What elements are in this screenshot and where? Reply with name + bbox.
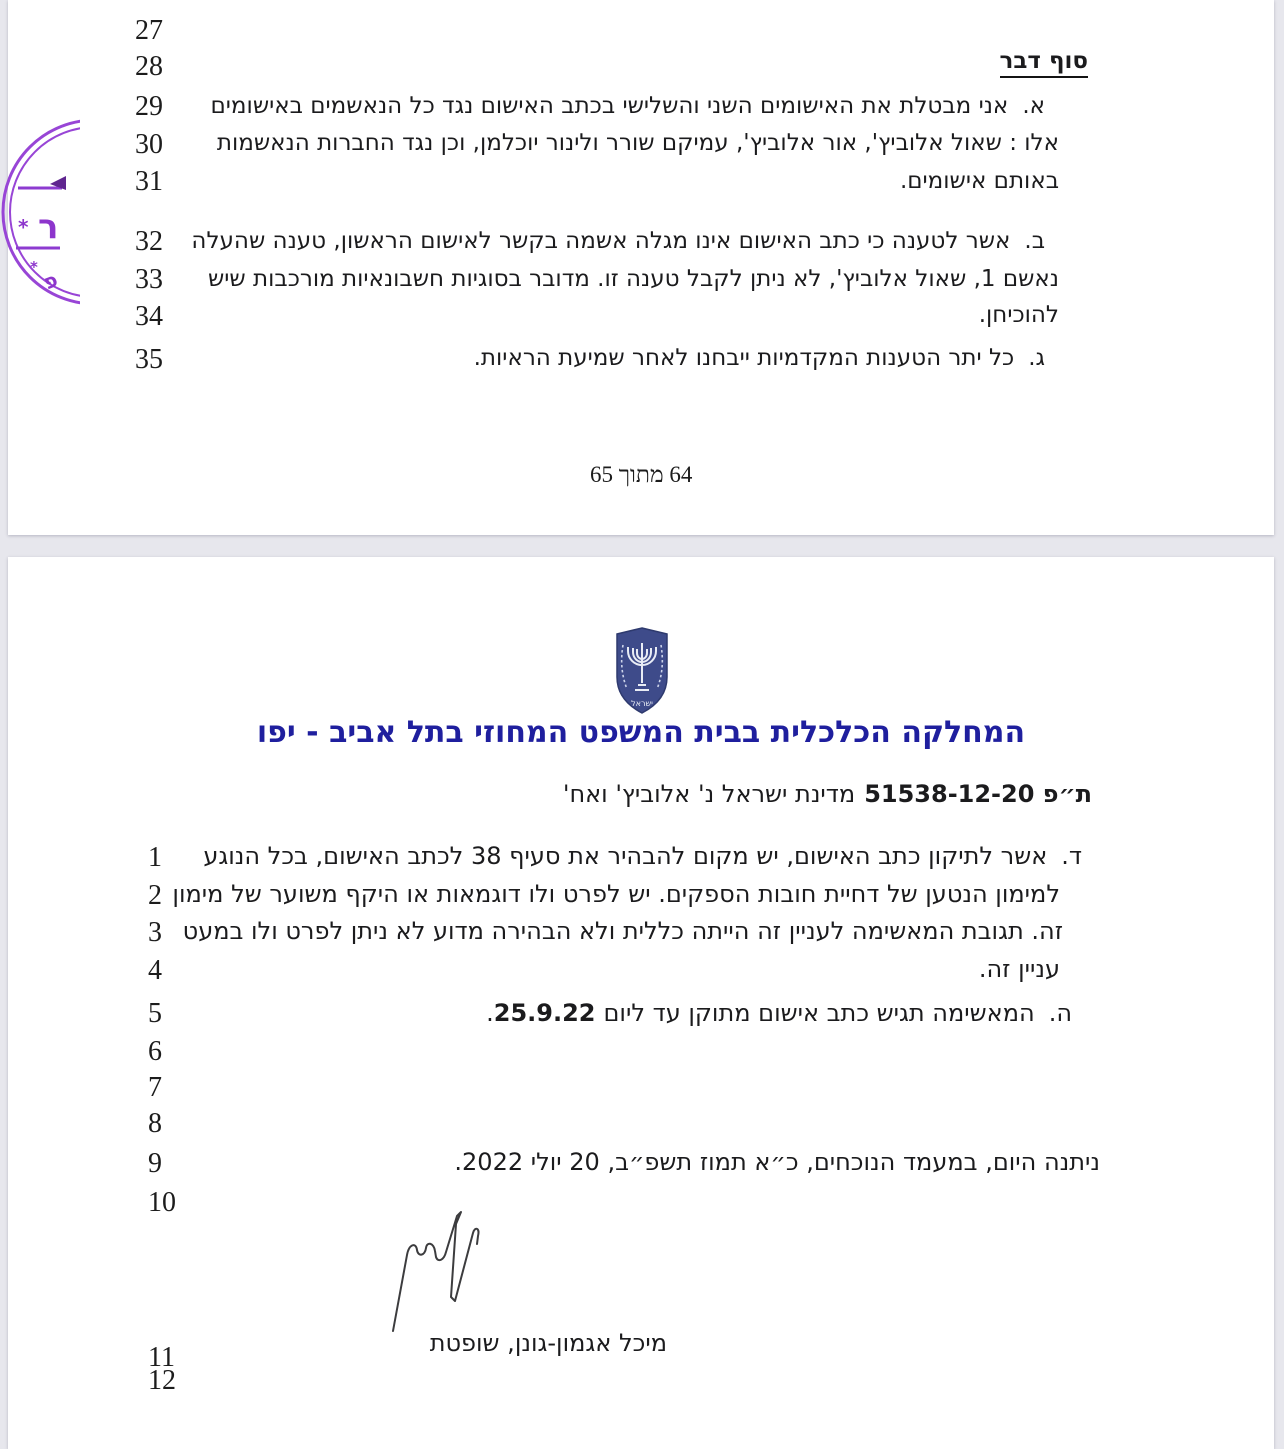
svg-text:ישראל: ישראל bbox=[631, 699, 653, 708]
clause-b-text-2: נאשם 1, שאול אלוביץ', לא ניתן לקבל טענה זו. מדובר בסוגיות חשבונאיות מורכבות שיש bbox=[207, 266, 1059, 292]
line-number: 35 bbox=[135, 344, 163, 375]
page-indicator: 64 מתוך 65 bbox=[590, 462, 693, 487]
line-number: 32 bbox=[135, 226, 163, 257]
clause-b-text-1: אשר לטענה כי כתב האישום אינו מגלה אשמה בקשר לאישום הראשון, טענה שהעלה bbox=[191, 228, 1011, 254]
clause-a-line-3 bbox=[900, 166, 1059, 196]
case-caption bbox=[563, 779, 1092, 809]
svg-text:*: * bbox=[30, 258, 38, 276]
svg-text:פ: פ bbox=[39, 267, 62, 295]
clause-b-line-1 bbox=[191, 226, 1045, 256]
clause-a-text-2: אלו : שאול אלוביץ', אור אלוביץ', עמיקם שורר ולינור יוכלמן, וכן נגד החברות הנאשמות bbox=[216, 130, 1059, 156]
clause-a-marker: א. bbox=[1022, 93, 1045, 119]
document-page-1 bbox=[8, 0, 1274, 535]
issued-line-text: ניתנה היום, במעמד הנוכחים, כ״א תמוז תשפ״ב, 20 יולי 2022. bbox=[454, 1148, 1100, 1176]
clause-b-line-2 bbox=[208, 264, 1059, 294]
line-number: 29 bbox=[135, 91, 163, 122]
line-number: 31 bbox=[135, 166, 163, 197]
clause-d-line-3 bbox=[183, 916, 1063, 946]
clause-e-text: המאשימה תגיש כתב אישום מתוקן עד ליום bbox=[603, 999, 1035, 1027]
clause-e-marker: ה. bbox=[1048, 999, 1072, 1027]
clause-b-marker: ב. bbox=[1024, 228, 1045, 254]
clause-d-text-3: זה. תגובת המאשימה לעניין זה הייתה כללית ולא הבהירה מדוע לא ניתן לפרט ולו במעט bbox=[182, 917, 1063, 945]
clause-c-marker: ג. bbox=[1028, 345, 1045, 371]
line-number: 3 bbox=[148, 917, 162, 948]
judge-name: מיכל אגמון-גונן, שופטת bbox=[429, 1329, 667, 1357]
clause-d-line-2 bbox=[172, 879, 1060, 909]
clause-b-text-3: להוכיחן. bbox=[978, 302, 1059, 328]
issued-line bbox=[454, 1147, 1100, 1177]
line-number: 4 bbox=[148, 955, 162, 986]
clause-d-line-4 bbox=[979, 954, 1060, 984]
clause-a-text-1: אני מבטלת את האישומים השני והשלישי בכתב האישום נגד כל הנאשמים באישומים bbox=[210, 93, 1009, 119]
clause-b-line-3 bbox=[979, 300, 1059, 330]
epilogue-heading bbox=[1000, 46, 1088, 76]
clause-e-line bbox=[486, 998, 1072, 1028]
clause-d-text-2: למימון הנטען של דחיית חובות הספקים. יש לפרט ולו דוגמאות או היקף משוער של מימון bbox=[172, 880, 1060, 908]
case-number: ת״פ 51538-12-20 bbox=[864, 780, 1092, 808]
judge-signature bbox=[385, 1209, 509, 1335]
clause-a-line-1 bbox=[211, 91, 1045, 121]
svg-text:ר: ר bbox=[38, 207, 59, 247]
case-parties: מדינת ישראל נ' אלוביץ' ואח' bbox=[562, 780, 856, 808]
court-title: המחלקה הכלכלית בבית המשפט המחוזי בתל אביב - יפו bbox=[256, 715, 1026, 750]
line-number: 10 bbox=[148, 1187, 176, 1218]
clause-e-date: 25.9.22 bbox=[493, 999, 596, 1027]
line-number: 34 bbox=[135, 301, 163, 332]
line-number: 27 bbox=[135, 15, 163, 46]
clause-d-text-1: אשר לתיקון כתב האישום, יש מקום להבהיר את סעיף 38 לכתב האישום, בכל הנוגע bbox=[203, 842, 1048, 870]
clause-e-period: . bbox=[486, 999, 494, 1027]
clause-d-marker: ד. bbox=[1061, 842, 1082, 870]
line-number: 1 bbox=[148, 842, 162, 873]
document-page-2 bbox=[8, 557, 1274, 1449]
line-number: 7 bbox=[148, 1072, 162, 1103]
clause-a-line-2 bbox=[217, 128, 1059, 158]
clause-d-text-4: עניין זה. bbox=[978, 955, 1060, 983]
clause-d-line-1 bbox=[203, 841, 1082, 871]
line-number: 11 bbox=[148, 1342, 175, 1373]
line-number: 6 bbox=[148, 1036, 162, 1067]
svg-text:*: * bbox=[18, 215, 29, 239]
line-number: 5 bbox=[148, 998, 162, 1029]
line-number: 33 bbox=[135, 264, 163, 295]
court-stamp-icon bbox=[0, 106, 80, 324]
line-number: 8 bbox=[148, 1108, 162, 1139]
line-number: 30 bbox=[135, 129, 163, 160]
epilogue-heading-text: סוף דבר bbox=[1000, 48, 1088, 78]
clause-a-text-3: באותם אישומים. bbox=[899, 168, 1059, 194]
clause-c-text-1: כל יתר הטענות המקדמיות ייבחנו לאחר שמיעת הראיות. bbox=[473, 345, 1015, 371]
israel-state-emblem-icon bbox=[611, 625, 673, 717]
clause-c-line-1 bbox=[474, 343, 1045, 373]
line-number: 9 bbox=[148, 1148, 162, 1179]
line-number: 28 bbox=[135, 51, 163, 82]
line-number: 2 bbox=[148, 880, 162, 911]
line-number: 12 bbox=[148, 1365, 176, 1396]
